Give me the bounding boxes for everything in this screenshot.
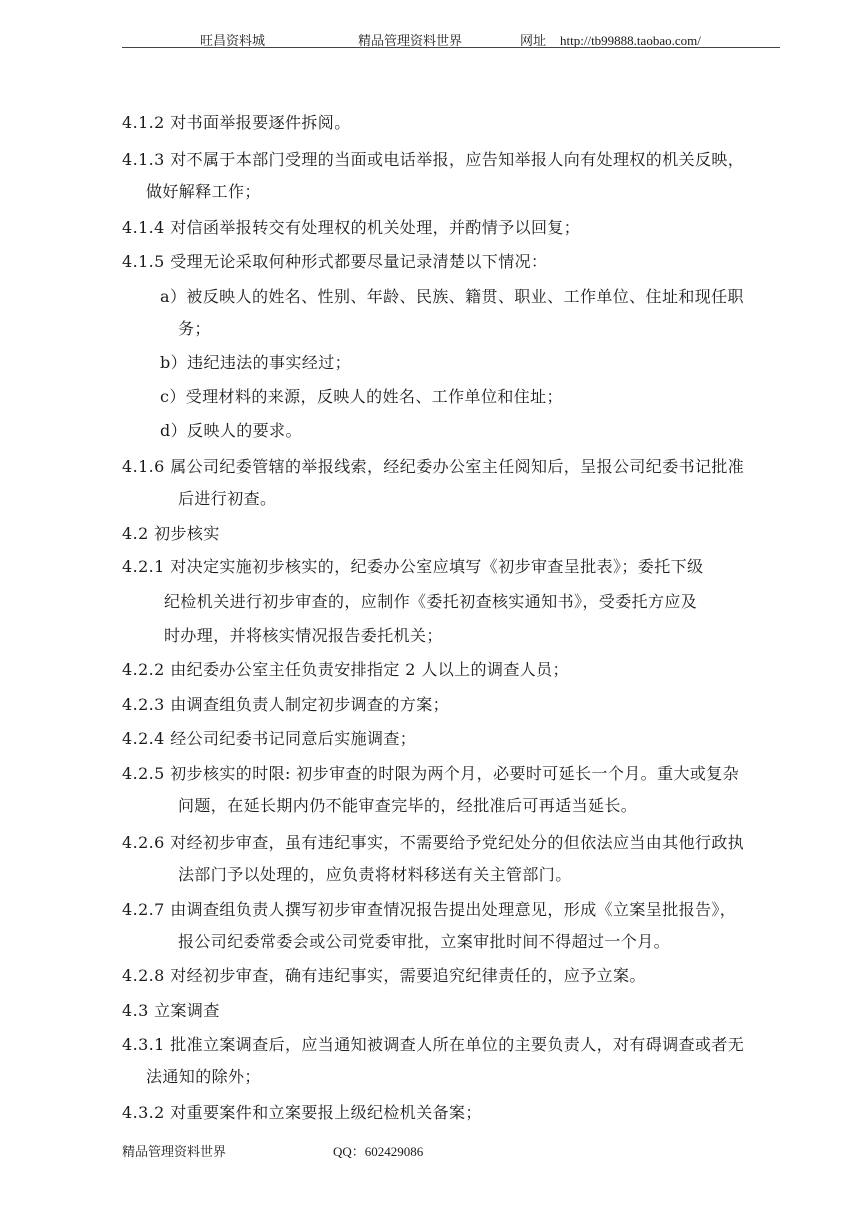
body-line: 后进行初查。 [178,489,277,508]
body-line: d）反映人的要求。 [160,421,302,440]
body-line: 4.3.2 对重要案件和立案要报上级纪检机关备案； [122,1103,482,1122]
body-line: 务； [178,319,211,338]
body-line: 时办理，并将核实情况报告委托机关； [164,626,443,645]
body-line: 4.1.5 受理无论采取何种形式都要尽量记录清楚以下情况： [122,252,548,271]
body-line: 4.1.3 对不属于本部门受理的当面或电话举报，应告知举报人向有处理权的机关反映， [122,150,745,169]
body-line: 4.1.2 对书面举报要逐件拆阅。 [122,113,351,132]
body-line: 4.2.1 对决定实施初步核实的，纪委办公室应填写《初步审查呈批表》；委托下级 [122,557,704,576]
body-line: 4.2.5 初步核实的时限: 初步审查的时限为两个月，必要时可延长一个月。重大或复杂 [122,764,740,783]
body-line: b）违纪违法的事实经过； [160,353,352,372]
body-line: 4.2.2 由纪委办公室主任负责安排指定 2 人以上的调查人员； [122,660,569,679]
header-url-label: 网址 [520,33,547,48]
section-heading: 4.3 立案调查 [122,1001,220,1020]
body-line: 做好解释工作； [146,182,261,201]
body-line: 4.1.4 对信函举报转交有处理权的机关处理，并酌情予以回复； [122,218,581,237]
header-divider [122,47,780,48]
body-line: 4.3.1 批准立案调查后，应当通知被调查人所在单位的主要负责人，对有碍调查或者无 [122,1035,745,1054]
body-line: 4.2.8 对经初步审查，确有违纪事实，需要追究纪律责任的，应予立案。 [122,966,646,985]
footer-qq-text: QQ：602429086 [333,1144,424,1159]
footer-left-text: 精品管理资料世界 [122,1144,227,1159]
body-line: 问题，在延长期内仍不能审查完毕的，经批准后可再适当延长。 [178,796,638,815]
body-line: c）受理材料的来源，反映人的姓名、工作单位和住址； [160,387,563,406]
header-left-text: 旺昌资料城 [200,33,266,48]
body-line: 4.2.3 由调查组负责人制定初步调查的方案； [122,695,449,714]
header-center-text: 精品管理资料世界 [358,33,463,48]
section-heading: 4.2 初步核实 [122,524,220,543]
body-line: 4.2.4 经公司纪委书记同意后实施调查； [122,729,417,748]
body-line: 4.1.6 属公司纪委管辖的举报线索，经纪委办公室主任阅知后，呈报公司纪委书记批准 [122,457,745,476]
body-line: 4.2.7 由调查组负责人撰写初步审查情况报告提出处理意见，形成《立案呈批报告》， [122,900,737,919]
body-line: 法部门予以处理的，应负责将材料移送有关主管部门。 [178,865,572,884]
body-line: 纪检机关进行初步审查的，应制作《委托初查核实通知书》，受委托方应及 [164,592,698,611]
body-line: a）被反映人的姓名、性别、年龄、民族、籍贯、职业、工作单位、住址和现任职 [160,287,744,306]
body-line: 法通知的除外； [146,1067,261,1086]
body-line: 报公司纪委常委会或公司党委审批，立案审批时间不得超过一个月。 [178,932,671,951]
body-line: 4.2.6 对经初步审查，虽有违纪事实，不需要给予党纪处分的但依法应当由其他行政执 [122,833,745,852]
header-url-link[interactable]: http://tb99888.taobao.com/ [560,33,701,48]
